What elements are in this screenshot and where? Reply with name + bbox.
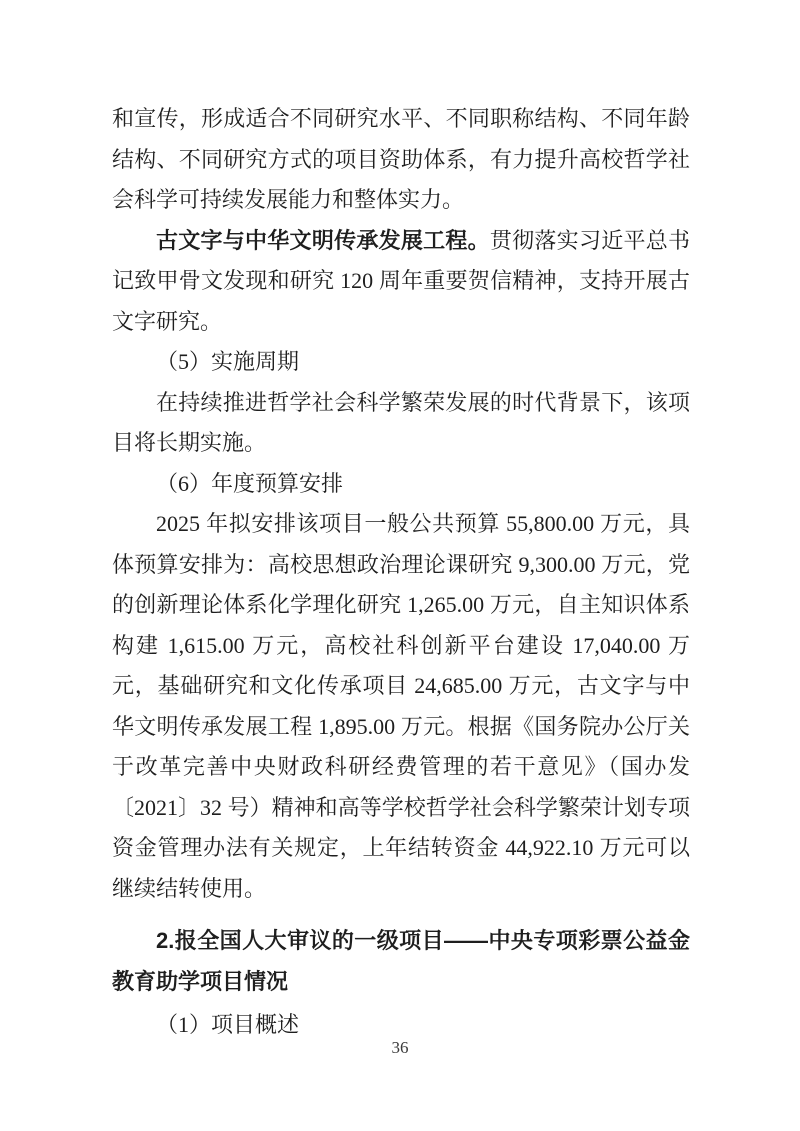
item-1-heading: （1）项目概述 bbox=[156, 1012, 300, 1037]
paragraph-continuation: 和宣传，形成适合不同研究水平、不同职称结构、不同年龄结构、不同研究方式的项目资助体系，有力提升高校哲学社会科学可持续发展能力和整体实力。 bbox=[112, 106, 690, 212]
page-number: 36 bbox=[391, 1038, 409, 1057]
item-6-heading: （6）年度预算安排 bbox=[156, 470, 344, 496]
paragraph-text: 贯彻落实习近平总书记致甲骨文发现和研究 120 周年重要贺信精神，支持开展古文字研究。 bbox=[112, 227, 690, 334]
item-5-heading: （5）实施周期 bbox=[156, 349, 300, 374]
paragraph-budget: 2025 年拟安排该项目一般公共预算 55,800.00 万元，具体预算安排为：高校思想政治理论课研究 9,300.00 万元，党的创新理论体系化学理化研究 1,265.00 万元，自主知识体系构建 1,615.00 万元，高校社科创新平台建设 17,040.00 万元，基础研究和文化传承项目 24,685.00 万元，古文字与中华文明传承发展工程 1,895.00 万元。根据《国务院办公厅关于改革完善中央财政科研经费管理的若干意见》（国办发〔2021〕32 号）精神和高等学校哲学社会科学繁荣计划专项资金管理办法有关规定，上年结转资金 44,922.10 万元可以继续结转使用。 bbox=[112, 511, 690, 901]
paragraph-guwenzi-project bbox=[112, 221, 690, 343]
bold-lead-text: 古文字与中华文明传承发展工程。 bbox=[156, 227, 490, 253]
document-body bbox=[112, 99, 690, 1046]
section-2-heading: 2.报全国人大审议的一级项目——中央专项彩票公益金教育助学项目情况 bbox=[112, 928, 690, 994]
paragraph-implementation-period: 在持续推进哲学社会科学繁荣发展的时代背景下，该项目将长期实施。 bbox=[112, 389, 690, 455]
